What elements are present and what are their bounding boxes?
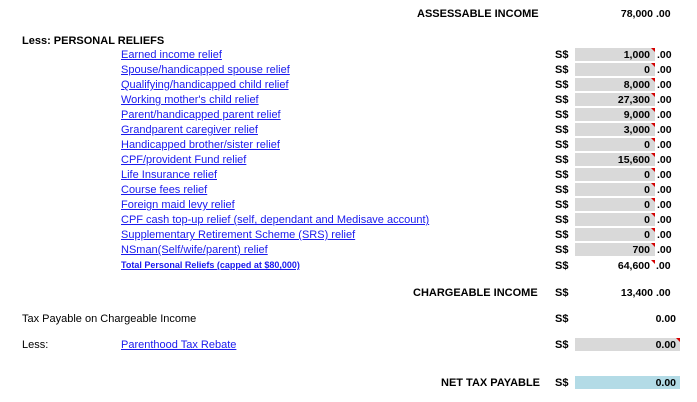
net-tax-payable-value: 0.00: [655, 377, 676, 389]
comment-marker-icon: [651, 260, 655, 264]
parenthood-rebate-value: 0.00: [655, 339, 676, 351]
currency-label: S$: [555, 184, 569, 196]
currency-label: S$: [555, 244, 569, 256]
relief-amount-value: 0: [644, 229, 650, 241]
currency-label: S$: [555, 229, 569, 241]
relief-amount-value: 8,000: [623, 79, 650, 91]
comment-marker-icon: [651, 78, 655, 82]
comment-marker-icon: [651, 138, 655, 142]
relief-link[interactable]: Foreign maid levy relief: [121, 199, 235, 211]
relief-link[interactable]: Parent/handicapped parent relief: [121, 109, 281, 121]
relief-link[interactable]: Qualifying/handicapped child relief: [121, 79, 289, 91]
comment-marker-icon: [651, 48, 655, 52]
relief-link[interactable]: Spouse/handicapped spouse relief: [121, 64, 290, 76]
relief-amount-value: 3,000: [623, 124, 650, 136]
relief-link[interactable]: Earned income relief: [121, 49, 222, 61]
relief-link[interactable]: Supplementary Retirement Scheme (SRS) relief: [121, 229, 356, 241]
relief-link[interactable]: CPF/provident Fund relief: [121, 154, 247, 166]
assessable-income-label: ASSESSABLE INCOME: [417, 8, 539, 20]
relief-amount-cents: .00: [657, 124, 672, 136]
relief-amount-cents: .00: [657, 169, 672, 181]
assessable-income-cents: .00: [656, 8, 671, 20]
relief-amount-cents: .00: [657, 79, 672, 91]
relief-link[interactable]: Grandparent caregiver relief: [121, 124, 258, 136]
currency-label: S$: [555, 94, 569, 106]
chargeable-income-value: 13,400: [620, 287, 653, 299]
relief-amount-value: 1,000: [623, 49, 650, 61]
currency-label: S$: [555, 154, 569, 166]
comment-marker-icon: [651, 93, 655, 97]
currency-label: S$: [555, 79, 569, 91]
currency-label: S$: [555, 64, 569, 76]
currency-label: S$: [555, 287, 569, 299]
total-personal-reliefs-link[interactable]: Total Personal Reliefs (capped at $80,000): [121, 260, 300, 270]
comment-marker-icon: [651, 213, 655, 217]
parenthood-tax-rebate-link[interactable]: Parenthood Tax Rebate: [121, 339, 237, 351]
relief-amount-value: 0: [644, 64, 650, 76]
comment-marker-icon: [651, 168, 655, 172]
tax-payable-label: Tax Payable on Chargeable Income: [22, 313, 197, 325]
comment-marker-icon: [651, 123, 655, 127]
currency-label: S$: [555, 139, 569, 151]
currency-label: S$: [555, 169, 569, 181]
relief-amount-value: 27,300: [617, 94, 650, 106]
comment-marker-icon: [676, 338, 680, 342]
relief-amount-cents: .00: [657, 199, 672, 211]
personal-reliefs-heading: Less: PERSONAL RELIEFS: [22, 35, 165, 47]
relief-amount-cents: .00: [657, 109, 672, 121]
currency-label: S$: [555, 260, 569, 272]
relief-amount-cents: .00: [657, 214, 672, 226]
currency-label: S$: [555, 49, 569, 61]
comment-marker-icon: [651, 243, 655, 247]
relief-amount-cents: .00: [657, 49, 672, 61]
comment-marker-icon: [651, 153, 655, 157]
currency-label: S$: [555, 377, 569, 389]
relief-amount-value: 0: [644, 169, 650, 181]
assessable-income-value: 78,000: [620, 8, 653, 20]
relief-link[interactable]: Working mother's child relief: [121, 94, 259, 106]
comment-marker-icon: [651, 108, 655, 112]
comment-marker-icon: [651, 183, 655, 187]
relief-amount-cents: .00: [657, 184, 672, 196]
comment-marker-icon: [651, 198, 655, 202]
net-tax-payable-label: NET TAX PAYABLE: [441, 377, 541, 389]
relief-amount-cents: .00: [657, 244, 672, 256]
relief-amount-value: 0: [644, 184, 650, 196]
relief-link[interactable]: NSman(Self/wife/parent) relief: [121, 244, 268, 256]
total-reliefs-cents: .00: [656, 260, 671, 272]
comment-marker-icon: [651, 228, 655, 232]
currency-label: S$: [555, 124, 569, 136]
chargeable-income-cents: .00: [656, 287, 671, 299]
relief-amount-value: 0: [644, 199, 650, 211]
comment-marker-icon: [651, 63, 655, 67]
currency-label: S$: [555, 313, 569, 325]
relief-amount-cents: .00: [657, 229, 672, 241]
relief-amount-cents: .00: [657, 94, 672, 106]
relief-amount-value: 0: [644, 139, 650, 151]
less-label: Less:: [22, 339, 49, 351]
relief-link[interactable]: Course fees relief: [121, 184, 208, 196]
currency-label: S$: [555, 214, 569, 226]
relief-amount-value: 0: [644, 214, 650, 226]
tax-payable-value: 0.00: [655, 313, 676, 325]
relief-link[interactable]: CPF cash top-up relief (self, dependant and Medisave account): [121, 214, 430, 226]
currency-label: S$: [555, 109, 569, 121]
relief-amount-cents: .00: [657, 154, 672, 166]
total-reliefs-value: 64,600: [617, 260, 650, 272]
currency-label: S$: [555, 339, 569, 351]
currency-label: S$: [555, 199, 569, 211]
relief-link[interactable]: Life Insurance relief: [121, 169, 217, 181]
relief-amount-value: 9,000: [623, 109, 650, 121]
relief-link[interactable]: Handicapped brother/sister relief: [121, 139, 280, 151]
relief-amount-value: 700: [632, 244, 650, 256]
chargeable-income-label: CHARGEABLE INCOME: [413, 287, 538, 299]
relief-amount-cents: .00: [657, 139, 672, 151]
relief-amount-value: 15,600: [617, 154, 650, 166]
relief-amount-cents: .00: [657, 64, 672, 76]
